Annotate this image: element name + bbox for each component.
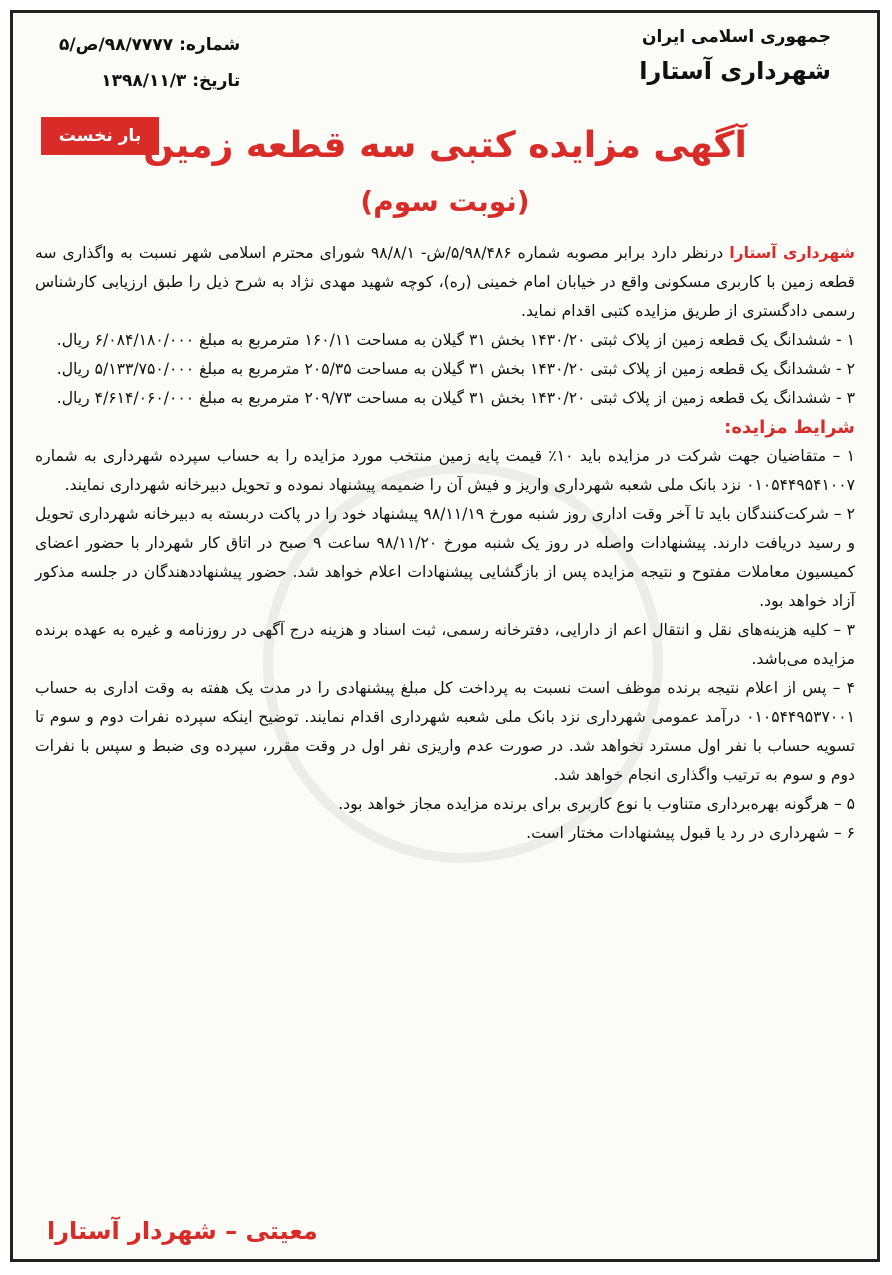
signature: معیتی – شهردار آستارا	[47, 1217, 318, 1245]
letter-date: تاریخ: ۱۳۹۸/۱۱/۳	[101, 71, 241, 91]
country-name: جمهوری اسلامی ایران	[641, 27, 831, 47]
conditions-heading: شرایط مزایده:	[724, 417, 855, 438]
condition-item: ۴ – پس از اعلام نتیجه برنده موظف است نسبت به پرداخت کل مبلغ پیشنهادی را در مدت یک هفته به وقت اداری به حساب ۰۱۰۵۴۴۹۵۳۷۰۰۱ درآمد عمومی شهرداری نزد بانک ملی شعبه شهرداری اقدام نمایند. توضیح اینکه سپرده نفرات دوم و سوم تا تسویه حساب با نفر اول مسترد نخواهد شد. در صورت عدم واریزی نفر اول در وقت مقرر، سپرده وی ضبط و سپس با نفرات دوم و سوم به ترتیب واگذاری انجام خواهد شد.	[35, 679, 855, 784]
issuer-block	[639, 27, 831, 85]
lot-item: ۳ - ششدانگ یک قطعه زمین از پلاک ثبتی ۱۴۳۰/۲۰ بخش ۳۱ گیلان به مساحت ۲۰۹/۷۳ مترمربع به مبلغ ۴/۶۱۴/۰۶۰/۰۰۰ ریال.	[56, 389, 855, 407]
letter-number: شماره: ۹۸/۷۷۷۷/ص/۵	[59, 35, 241, 55]
first-time-badge: بار نخست	[41, 117, 159, 155]
lot-item: ۱ - ششدانگ یک قطعه زمین از پلاک ثبتی ۱۴۳۰/۲۰ بخش ۳۱ گیلان به مساحت ۱۶۰/۱۱ مترمربع به مبلغ ۶/۰۸۴/۱۸۰/۰۰۰ ریال.	[56, 331, 855, 349]
condition-item: ۶ – شهرداری در رد یا قبول پیشنهادات مختار است.	[526, 824, 855, 842]
notice-title: آگهی مزایده کتبی سه قطعه زمین	[143, 125, 747, 166]
condition-item: ۵ – هرگونه بهره‌برداری متناوب با نوع کاربری برای برنده مزایده مجاز خواهد بود.	[338, 795, 855, 813]
reference-block	[59, 27, 240, 99]
condition-item: ۱ – متقاضیان جهت شرکت در مزایده باید ۱۰٪ قیمت پایه زمین منتخب مورد مزایده را به حساب سپرده شهرداری به شماره ۰۱۰۵۴۴۹۵۴۱۰۰۷ نزد بانک ملی شعبه شهرداری واریز و فیش آن را ضمیمه پیشنهاد نموده و تحویل دبیرخانه شهرداری نمایند.	[35, 447, 856, 494]
condition-item: ۳ – کلیه هزینه‌های نقل و انتقال اعم از دارایی، دفترخانه رسمی، ثبت اسناد و هزینه درج آگهی در روزنامه و غیره به عهده برنده مزایده می‌باشد.	[35, 621, 855, 668]
condition-item: ۲ – شرکت‌کنندگان باید تا آخر وقت اداری روز شنبه مورخ ۹۸/۱۱/۱۹ پیشنهاد خود را در پاکت دربسته به دبیرخانه شهرداری تحویل و رسید دریافت دارند. پیشنهادات واصله در روز یک شنبه مورخ ۹۸/۱۱/۲۰ ساعت ۹ صبح در اتاق کار شهردار با حضور اعضای کمیسیون معاملات مفتوح و نتیجه مزایده پس از بازگشایی پیشنهادات اعلام خواهد شد. حضور پیشنهاددهندگان در جلسه مذکور آزاد خواهد بود.	[35, 505, 856, 610]
notice-page	[10, 10, 880, 1262]
intro-text: درنظر دارد برابر مصوبه شماره ۵/۹۸/۴۸۶/ش- ۹۸/۸/۱ شورای محترم اسلامی شهر نسبت به واگذاری سه قطعه زمین با کاربری مسکونی واقع در خیابان امام خمینی (ره)، کوچه شهید مهدی نژاد به شرح ذیل را طبق ارزیابی کارشناس رسمی دادگستری از طریق مزایده کتبی اقدام نماید.	[35, 244, 855, 320]
intro-paragraph	[35, 239, 855, 326]
lot-item: ۲ - ششدانگ یک قطعه زمین از پلاک ثبتی ۱۴۳۰/۲۰ بخش ۳۱ گیلان به مساحت ۲۰۵/۳۵ مترمربع به مبلغ ۵/۱۳۳/۷۵۰/۰۰۰ ریال.	[56, 360, 855, 378]
intro-lead: شهرداری آستارا	[729, 244, 856, 262]
municipality-name: شهرداری آستارا	[639, 57, 831, 85]
notice-body	[35, 239, 855, 848]
notice-subtitle: (نوبت سوم)	[360, 185, 530, 218]
